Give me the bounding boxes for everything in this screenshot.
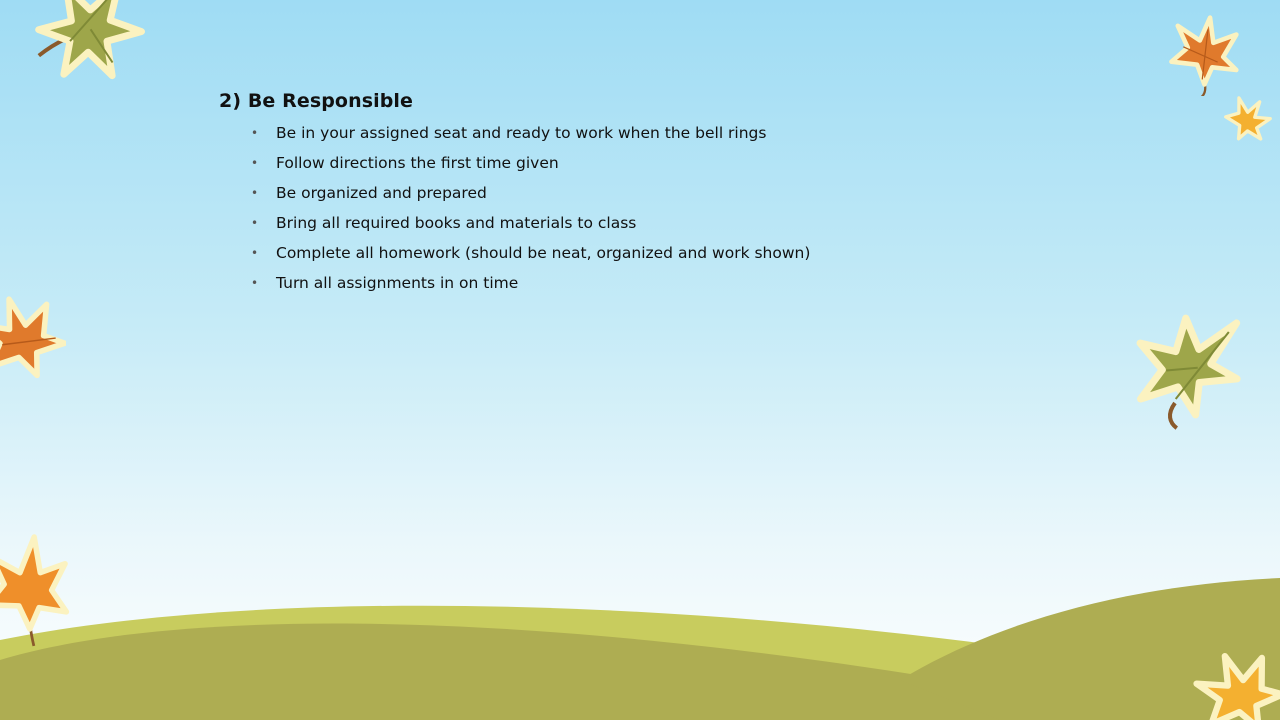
- bullet-icon: •: [251, 246, 259, 260]
- slide-title: 2) Be Responsible: [219, 90, 414, 112]
- orange-leaf-icon: [0, 294, 66, 386]
- list-item: [251, 238, 1039, 268]
- orange-leaf-icon: [1166, 8, 1242, 96]
- list-item-text: Be organized and prepared: [276, 184, 487, 202]
- bullet-icon: •: [251, 216, 259, 230]
- bullet-icon: •: [251, 126, 259, 140]
- green-leaf-icon: [1126, 304, 1248, 436]
- list-item-text: Be in your assigned seat and ready to work when the bell rings: [276, 124, 767, 142]
- orange-leaf-icon: [0, 528, 72, 648]
- bullet-icon: •: [251, 186, 259, 200]
- bullet-icon: •: [251, 156, 259, 170]
- bullet-icon: •: [251, 276, 259, 290]
- yellow-leaf-icon: [1184, 650, 1280, 720]
- slide-content: [219, 90, 1039, 298]
- list-item: [251, 118, 1039, 148]
- list-item: [251, 268, 1039, 298]
- list-item: [251, 148, 1039, 178]
- yellow-leaf-icon: [1222, 96, 1272, 144]
- list-item-text: Follow directions the first time given: [276, 154, 559, 172]
- bullet-list: [219, 118, 1039, 298]
- list-item-text: Bring all required books and materials to class: [276, 214, 637, 232]
- list-item: [251, 208, 1039, 238]
- list-item: [251, 178, 1039, 208]
- list-item-text: Complete all homework (should be neat, organized and work shown): [276, 244, 811, 262]
- list-item-text: Turn all assignments in on time: [276, 274, 519, 292]
- green-leaf-icon: [12, 0, 162, 90]
